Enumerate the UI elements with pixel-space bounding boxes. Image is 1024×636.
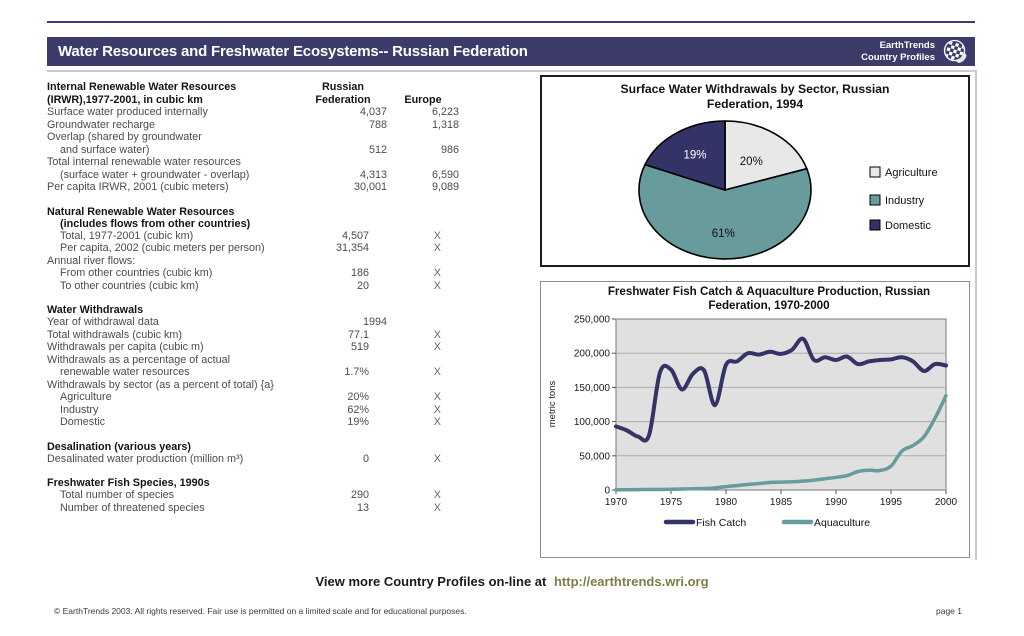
table-row <box>47 354 459 367</box>
page-number: page 1 <box>936 606 962 616</box>
europe-value: X <box>433 452 441 465</box>
table-section <box>47 81 459 194</box>
y-tick-label: 100,000 <box>573 417 610 429</box>
table-row <box>47 404 459 417</box>
russian-federation-value: 30,001 <box>353 181 387 193</box>
table-row <box>47 316 459 329</box>
russian-federation-value <box>299 255 387 268</box>
europe-value: X <box>433 242 441 254</box>
table-row <box>47 416 459 429</box>
column-header-russian-federation <box>299 81 387 106</box>
table-row <box>47 391 459 404</box>
russian-federation-value <box>299 379 387 392</box>
russian-federation-value: 1994 <box>362 316 387 328</box>
row-label: Per capita, 2002 (cubic meters per person) <box>60 242 265 254</box>
plot-area <box>616 319 946 490</box>
section-heading <box>47 81 299 106</box>
europe-value: X <box>433 267 441 279</box>
header-underline-rule <box>47 70 977 72</box>
russian-federation-value: 519 <box>350 341 369 353</box>
row-label: Per capita IRWR, 2001 (cubic meters) <box>47 181 229 193</box>
row-label: From other countries (cubic km) <box>60 267 213 279</box>
legend-label: Domestic <box>885 220 931 232</box>
legend-swatch-domestic <box>870 220 880 230</box>
table-section <box>47 206 459 293</box>
row-label: Withdrawals as a percentage of actual <box>47 353 231 366</box>
line-chart-title: Freshwater Fish Catch & Aquaculture Production, Russian <box>607 285 931 298</box>
row-label: (surface water + groundwater - overlap) <box>60 168 250 181</box>
line-chart-box <box>540 281 970 558</box>
europe-value: X <box>433 366 441 378</box>
europe-value <box>387 156 459 169</box>
table-header-row <box>47 81 459 106</box>
line-chart-title: Federation, 1970-2000 <box>708 299 830 312</box>
table-row <box>47 255 459 268</box>
right-edge-rule <box>975 70 977 560</box>
x-tick-label: 2000 <box>934 497 958 508</box>
row-label: Desalinated water production (million m³) <box>47 452 244 465</box>
brand-line1: EarthTrends <box>879 40 935 52</box>
europe-value: X <box>433 403 441 416</box>
x-tick-label: 1985 <box>769 497 793 508</box>
russian-federation-value: 62% <box>347 403 369 416</box>
column-header-line: Federation <box>315 93 371 106</box>
section-heading-line: Freshwater Fish Species, 1990s <box>47 477 210 489</box>
column-header-europe <box>387 81 459 106</box>
row-label: Number of threatened species <box>60 501 205 514</box>
pie-slice-label: 19% <box>683 149 707 162</box>
russian-federation-value <box>299 354 387 367</box>
column-header-line: Russian <box>321 81 364 93</box>
y-tick-label: 250,000 <box>573 314 610 326</box>
row-label: Year of withdrawal data <box>47 316 159 328</box>
row-label: Domestic <box>60 416 105 428</box>
europe-value: X <box>433 229 441 242</box>
table-row <box>47 366 459 379</box>
x-tick-label: 1995 <box>879 497 903 508</box>
copyright-text: © EarthTrends 2003. All rights reserved. Fair use is permitted on a limited scale and for educational purposes. <box>54 606 467 616</box>
x-tick-label: 1990 <box>824 497 848 508</box>
legend-label: Fish Catch <box>696 517 747 529</box>
pie-chart-box <box>540 75 970 267</box>
europe-value: 9,089 <box>431 181 459 193</box>
legend-label: Agriculture <box>885 167 938 179</box>
table-row <box>47 329 459 342</box>
russian-federation-value: 20 <box>356 279 369 292</box>
russian-federation-value: 77.1 <box>347 328 369 341</box>
europe-value <box>387 354 459 367</box>
table-row <box>47 489 459 502</box>
russian-federation-value: 290 <box>350 489 369 501</box>
row-label: Annual river flows: <box>47 254 136 267</box>
europe-value <box>387 255 459 268</box>
legend-label: Aquaculture <box>814 517 871 529</box>
russian-federation-value: 4,507 <box>341 229 369 242</box>
europe-value: 986 <box>440 143 459 156</box>
europe-value: 6,223 <box>431 106 459 118</box>
russian-federation-value: 186 <box>350 267 369 279</box>
globe-icon <box>942 38 969 65</box>
header-bar <box>47 37 975 66</box>
table-row <box>47 502 459 515</box>
line-chart <box>541 282 969 557</box>
russian-federation-value: 512 <box>368 143 387 156</box>
russian-federation-value: 31,354 <box>335 242 369 254</box>
brand <box>861 38 975 65</box>
row-label: Withdrawals by sector (as a percent of total) {a} <box>47 378 274 391</box>
page-title: Water Resources and Freshwater Ecosystems-- Russian Federation <box>58 43 528 60</box>
section-heading-line: Internal Renewable Water Resources <box>47 81 237 93</box>
table-row <box>47 169 459 182</box>
russian-federation-value: 19% <box>347 416 369 428</box>
europe-value: X <box>433 416 441 428</box>
legend-swatch-industry <box>870 195 880 205</box>
section-heading-line: (IRWR),1977-2001, in cubic km <box>47 93 203 106</box>
europe-value <box>387 131 459 144</box>
table-row <box>47 144 459 157</box>
data-table <box>47 81 459 514</box>
russian-federation-value: 4,313 <box>359 168 387 181</box>
top-rule <box>47 21 975 23</box>
row-label: Groundwater recharge <box>47 118 156 131</box>
russian-federation-value: 4,037 <box>359 106 387 118</box>
footer-cta-text: View more Country Profiles on-line at <box>315 574 547 589</box>
row-label: Withdrawals per capita (cubic m) <box>47 341 204 353</box>
russian-federation-value: 788 <box>368 118 387 131</box>
row-label: Overlap (shared by groundwater <box>47 131 202 143</box>
row-label: Surface water produced internally <box>47 106 208 118</box>
pie-slice-label: 61% <box>711 227 735 240</box>
footer-cta <box>0 574 1024 589</box>
pie-slice-label: 20% <box>739 156 763 168</box>
europe-value: X <box>433 391 441 403</box>
table-row <box>47 242 459 255</box>
row-label: Total withdrawals (cubic km) <box>47 328 182 341</box>
europe-value: X <box>433 279 441 292</box>
y-tick-label: 200,000 <box>573 348 610 360</box>
europe-value <box>387 316 459 329</box>
row-label: Industry <box>60 403 99 416</box>
table-section <box>47 304 459 429</box>
table-row <box>47 267 459 280</box>
y-axis-label: metric tons <box>547 380 558 428</box>
europe-value: X <box>433 341 441 353</box>
pie-title: Federation, 1994 <box>706 97 804 111</box>
europe-value <box>387 379 459 392</box>
table-row <box>47 453 459 466</box>
table-row <box>47 156 459 169</box>
x-tick-label: 1975 <box>659 497 683 508</box>
table-row <box>47 379 459 392</box>
section-heading-line: (includes flows from other countries) <box>60 217 251 230</box>
row-label: Total internal renewable water resources <box>47 156 241 168</box>
column-header-line <box>387 81 459 94</box>
footer-cta-link[interactable]: http://earthtrends.wri.org <box>553 574 709 589</box>
section-heading-line: Water Withdrawals <box>47 304 144 316</box>
pie-chart <box>542 77 968 265</box>
section-heading-line: Desalination (various years) <box>47 440 192 453</box>
row-label: Total number of species <box>60 489 175 501</box>
row-label: To other countries (cubic km) <box>60 279 199 292</box>
russian-federation-value <box>299 131 387 144</box>
table-row <box>47 341 459 354</box>
russian-federation-value: 20% <box>347 391 369 403</box>
europe-value: 6,590 <box>431 168 459 181</box>
table-section <box>47 477 459 514</box>
russian-federation-value: 13 <box>356 501 369 514</box>
table-row <box>47 230 459 243</box>
y-tick-label: 50,000 <box>579 451 610 463</box>
row-label: and surface water) <box>60 143 150 156</box>
russian-federation-value <box>299 156 387 169</box>
europe-value: X <box>433 328 441 341</box>
table-row <box>47 181 459 194</box>
x-tick-label: 1980 <box>714 497 738 508</box>
table-section <box>47 441 459 466</box>
section-heading-line: Natural Renewable Water Resources <box>47 205 235 218</box>
y-tick-label: 0 <box>604 485 610 497</box>
legend-label: Industry <box>885 195 925 207</box>
row-label: Agriculture <box>60 391 112 403</box>
table-row <box>47 119 459 132</box>
y-tick-label: 150,000 <box>573 382 610 394</box>
europe-value: X <box>433 501 441 514</box>
table-row <box>47 280 459 293</box>
copyright-row <box>54 606 962 616</box>
pie-title: Surface Water Withdrawals by Sector, Russian <box>620 82 890 96</box>
row-label: Total, 1977-2001 (cubic km) <box>60 229 194 242</box>
table-row <box>47 131 459 144</box>
x-tick-label: 1970 <box>604 497 628 508</box>
europe-value: 1,318 <box>431 118 459 131</box>
legend-swatch-agriculture <box>870 167 880 177</box>
europe-value: X <box>433 489 441 501</box>
column-header-line: Europe <box>404 93 442 106</box>
table-row <box>47 106 459 119</box>
brand-text <box>861 40 935 63</box>
brand-line2: Country Profiles <box>861 51 935 63</box>
russian-federation-value: 1.7% <box>344 366 369 378</box>
row-label: renewable water resources <box>60 366 190 378</box>
russian-federation-value: 0 <box>362 452 369 465</box>
